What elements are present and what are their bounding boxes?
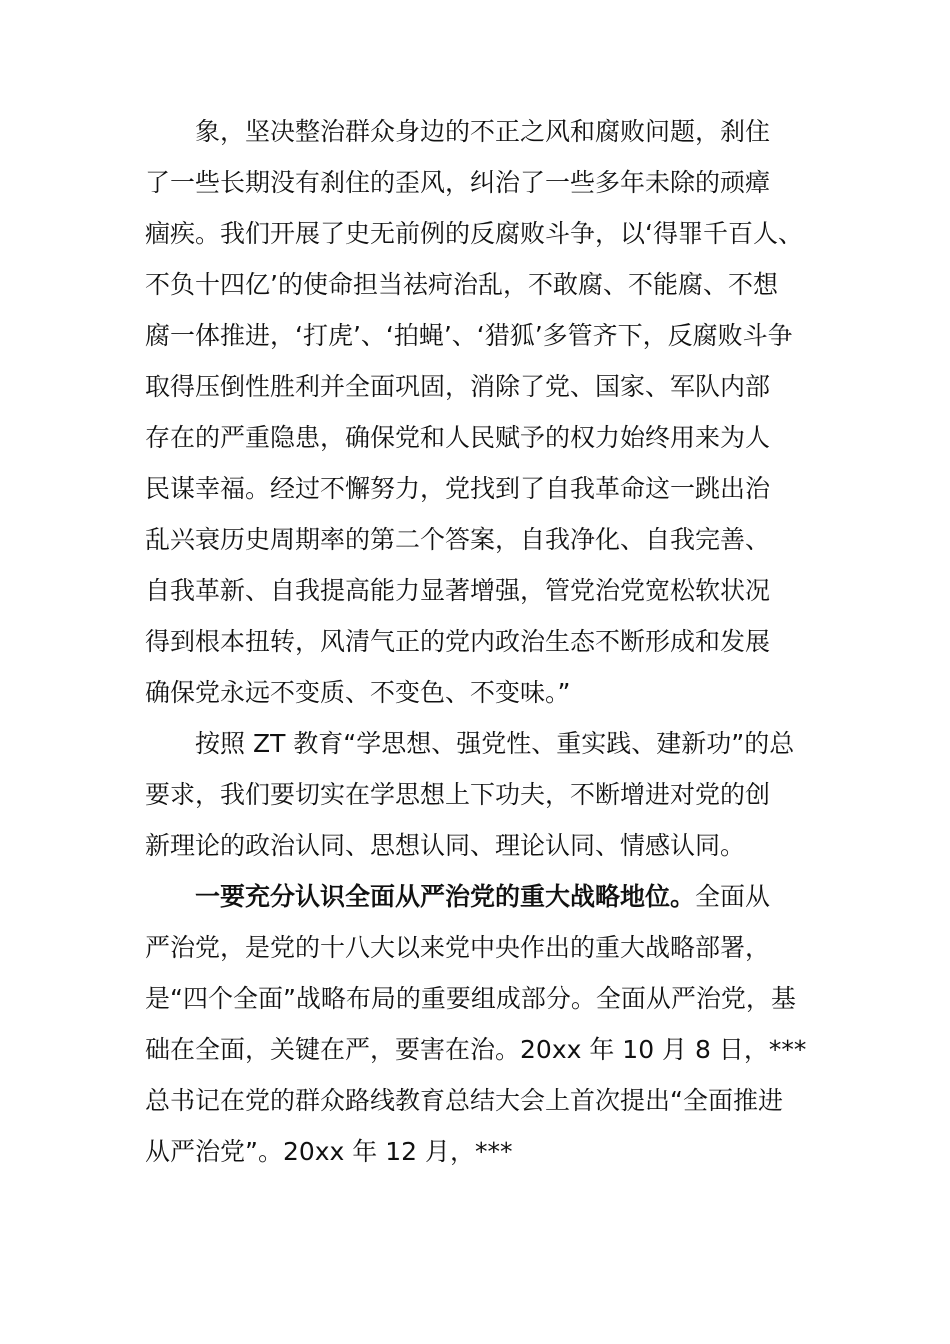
text-line: 民谋幸福。经过不懈努力，党找到了自我革命这一跳出治 [145, 474, 771, 503]
text-line: 础在全面，关键在严，要害在治。20xx 年 10 月 8 日，*** [145, 1035, 807, 1064]
text-line: 总书记在党的群众路线教育总结大会上首次提出“全面推进 [145, 1086, 783, 1115]
text-line: 存在的严重隐患，确保党和人民赋予的权力始终用来为人 [145, 423, 771, 452]
text-line: 是“四个全面”战略布局的重要组成部分。全面从严治党，基 [145, 984, 796, 1013]
text-line: 了一些长期没有刹住的歪风，纠治了一些多年未除的顽瘴 [145, 168, 771, 197]
text-line: 新理论的政治认同、思想认同、理论认同、情感认同。 [145, 831, 746, 860]
text-line: 得到根本扭转，风清气正的党内政治生态不断形成和发展 [145, 627, 771, 656]
text-line: 从严治党”。20xx 年 12 月，*** [145, 1137, 513, 1166]
heading-line [195, 880, 770, 914]
text-line: 按照 ZT 教育“学思想、强党性、重实践、建新功”的总 [195, 729, 795, 758]
text-line-content: 象，坚决整治群众身边的不正之风和腐败问题，刹住 [195, 117, 771, 146]
text-line: 不负十四亿’的使命担当祛疴治乱，不敢腐、不能腐、不想 [145, 270, 778, 299]
text-line [145, 115, 770, 149]
text-line: 严治党，是党的十八大以来党中央作出的重大战略部署， [145, 933, 771, 962]
text-line: 取得压倒性胜利并全面巩固，消除了党、国家、军队内部 [145, 372, 771, 401]
text-line: 腐一体推进，‘打虎’、‘拍蝇’、‘猎狐’多管齐下，反腐败斗争 [145, 321, 793, 350]
text-line: 乱兴衰历史周期率的第二个答案，自我净化、自我完善、 [145, 525, 771, 554]
text-line: 自我革新、自我提高能力显著增强，管党治党宽松软状况 [145, 576, 771, 605]
text-line-content: 全面从 [695, 882, 771, 911]
text-line: 痼疾。我们开展了史无前例的反腐败斗争，以‘得罪千百人、 [145, 219, 803, 248]
section-heading: 一要充分认识全面从严治党的重大战略地位。 [195, 882, 696, 911]
text-line: 确保党永远不变质、不变色、不变味。” [145, 678, 571, 707]
text-line: 要求，我们要切实在学思想上下功夫，不断增进对党的创 [145, 780, 771, 809]
